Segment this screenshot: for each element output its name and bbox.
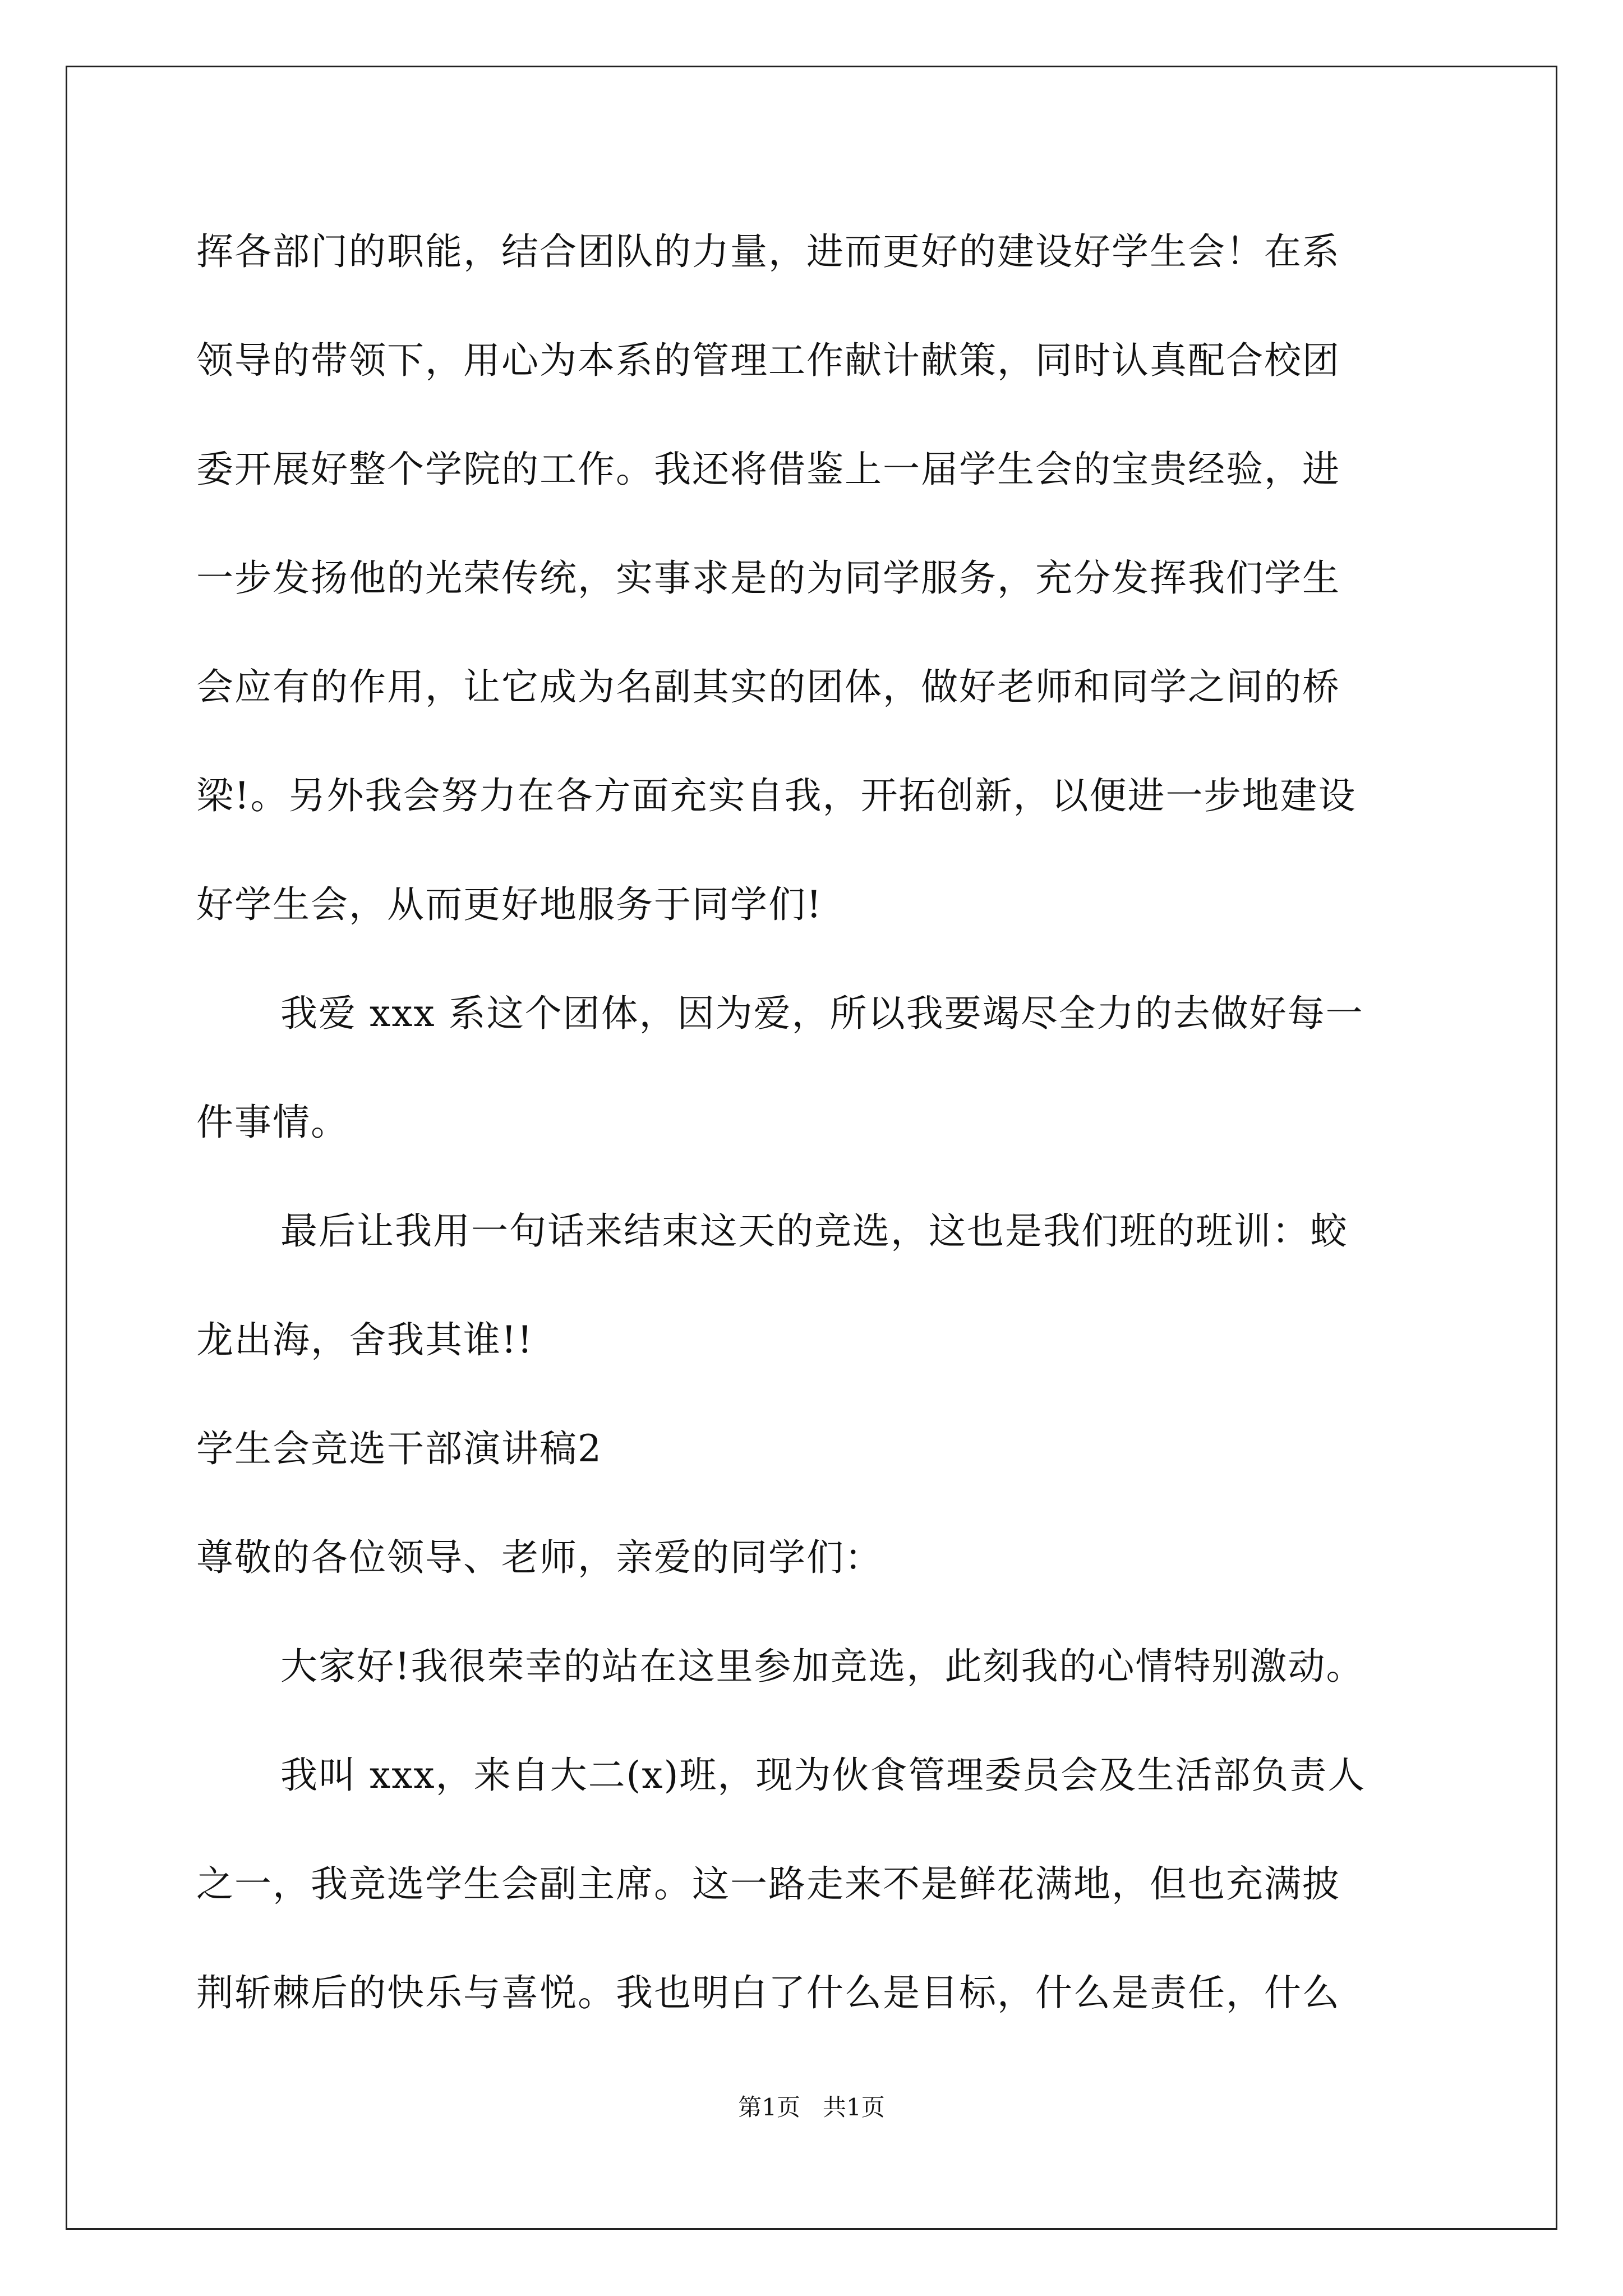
body-text-line: 荆斩棘后的快乐与喜悦。我也明白了什么是目标，什么是责任，什么 xyxy=(196,1971,1340,2014)
body-text-line: 会应有的作用，让它成为名副其实的团体，做好老师和同学之间的桥 xyxy=(196,665,1340,708)
paragraph-first-line: 最后让我用一句话来结束这天的竞选，这也是我们班的班训：蛟 xyxy=(280,1209,1348,1253)
salutation: 尊敬的各位领导、老师，亲爱的同学们： xyxy=(196,1536,883,1579)
page-number-footer: 第1页 共1页 xyxy=(738,2093,885,2121)
paragraph-first-line: 我叫 xxx，来自大二(x)班，现为伙食管理委员会及生活部负责人 xyxy=(280,1754,1366,1797)
body-text-line: 龙出海，舍我其谁!! xyxy=(196,1318,534,1361)
paragraph-first-line: 我爱 xxx 系这个团体，因为爱，所以我要竭尽全力的去做好每一 xyxy=(280,992,1364,1035)
body-text-line: 好学生会，从而更好地服务于同学们! xyxy=(196,883,823,926)
body-text-line: 领导的带领下，用心为本系的管理工作献计献策，同时认真配合校团 xyxy=(196,339,1340,382)
section-heading: 学生会竞选干部演讲稿2 xyxy=(196,1427,602,1470)
body-text-line: 梁!。另外我会努力在各方面充实自我，开拓创新，以便进一步地建设 xyxy=(196,774,1357,817)
paragraph-first-line: 大家好!我很荣幸的站在这里参加竞选，此刻我的心情特别激动。 xyxy=(280,1645,1364,1688)
body-text-line: 挥各部门的职能，结合团队的力量，进而更好的建设好学生会！在系 xyxy=(196,230,1340,273)
body-text-line: 一步发扬他的光荣传统，实事求是的为同学服务，充分发挥我们学生 xyxy=(196,556,1340,600)
body-text-line: 件事情。 xyxy=(196,1101,349,1144)
body-text-line: 委开展好整个学院的工作。我还将借鉴上一届学生会的宝贵经验，进 xyxy=(196,448,1340,491)
body-text-line: 之一，我竞选学生会副主席。这一路走来不是鲜花满地，但也充满披 xyxy=(196,1862,1340,1906)
